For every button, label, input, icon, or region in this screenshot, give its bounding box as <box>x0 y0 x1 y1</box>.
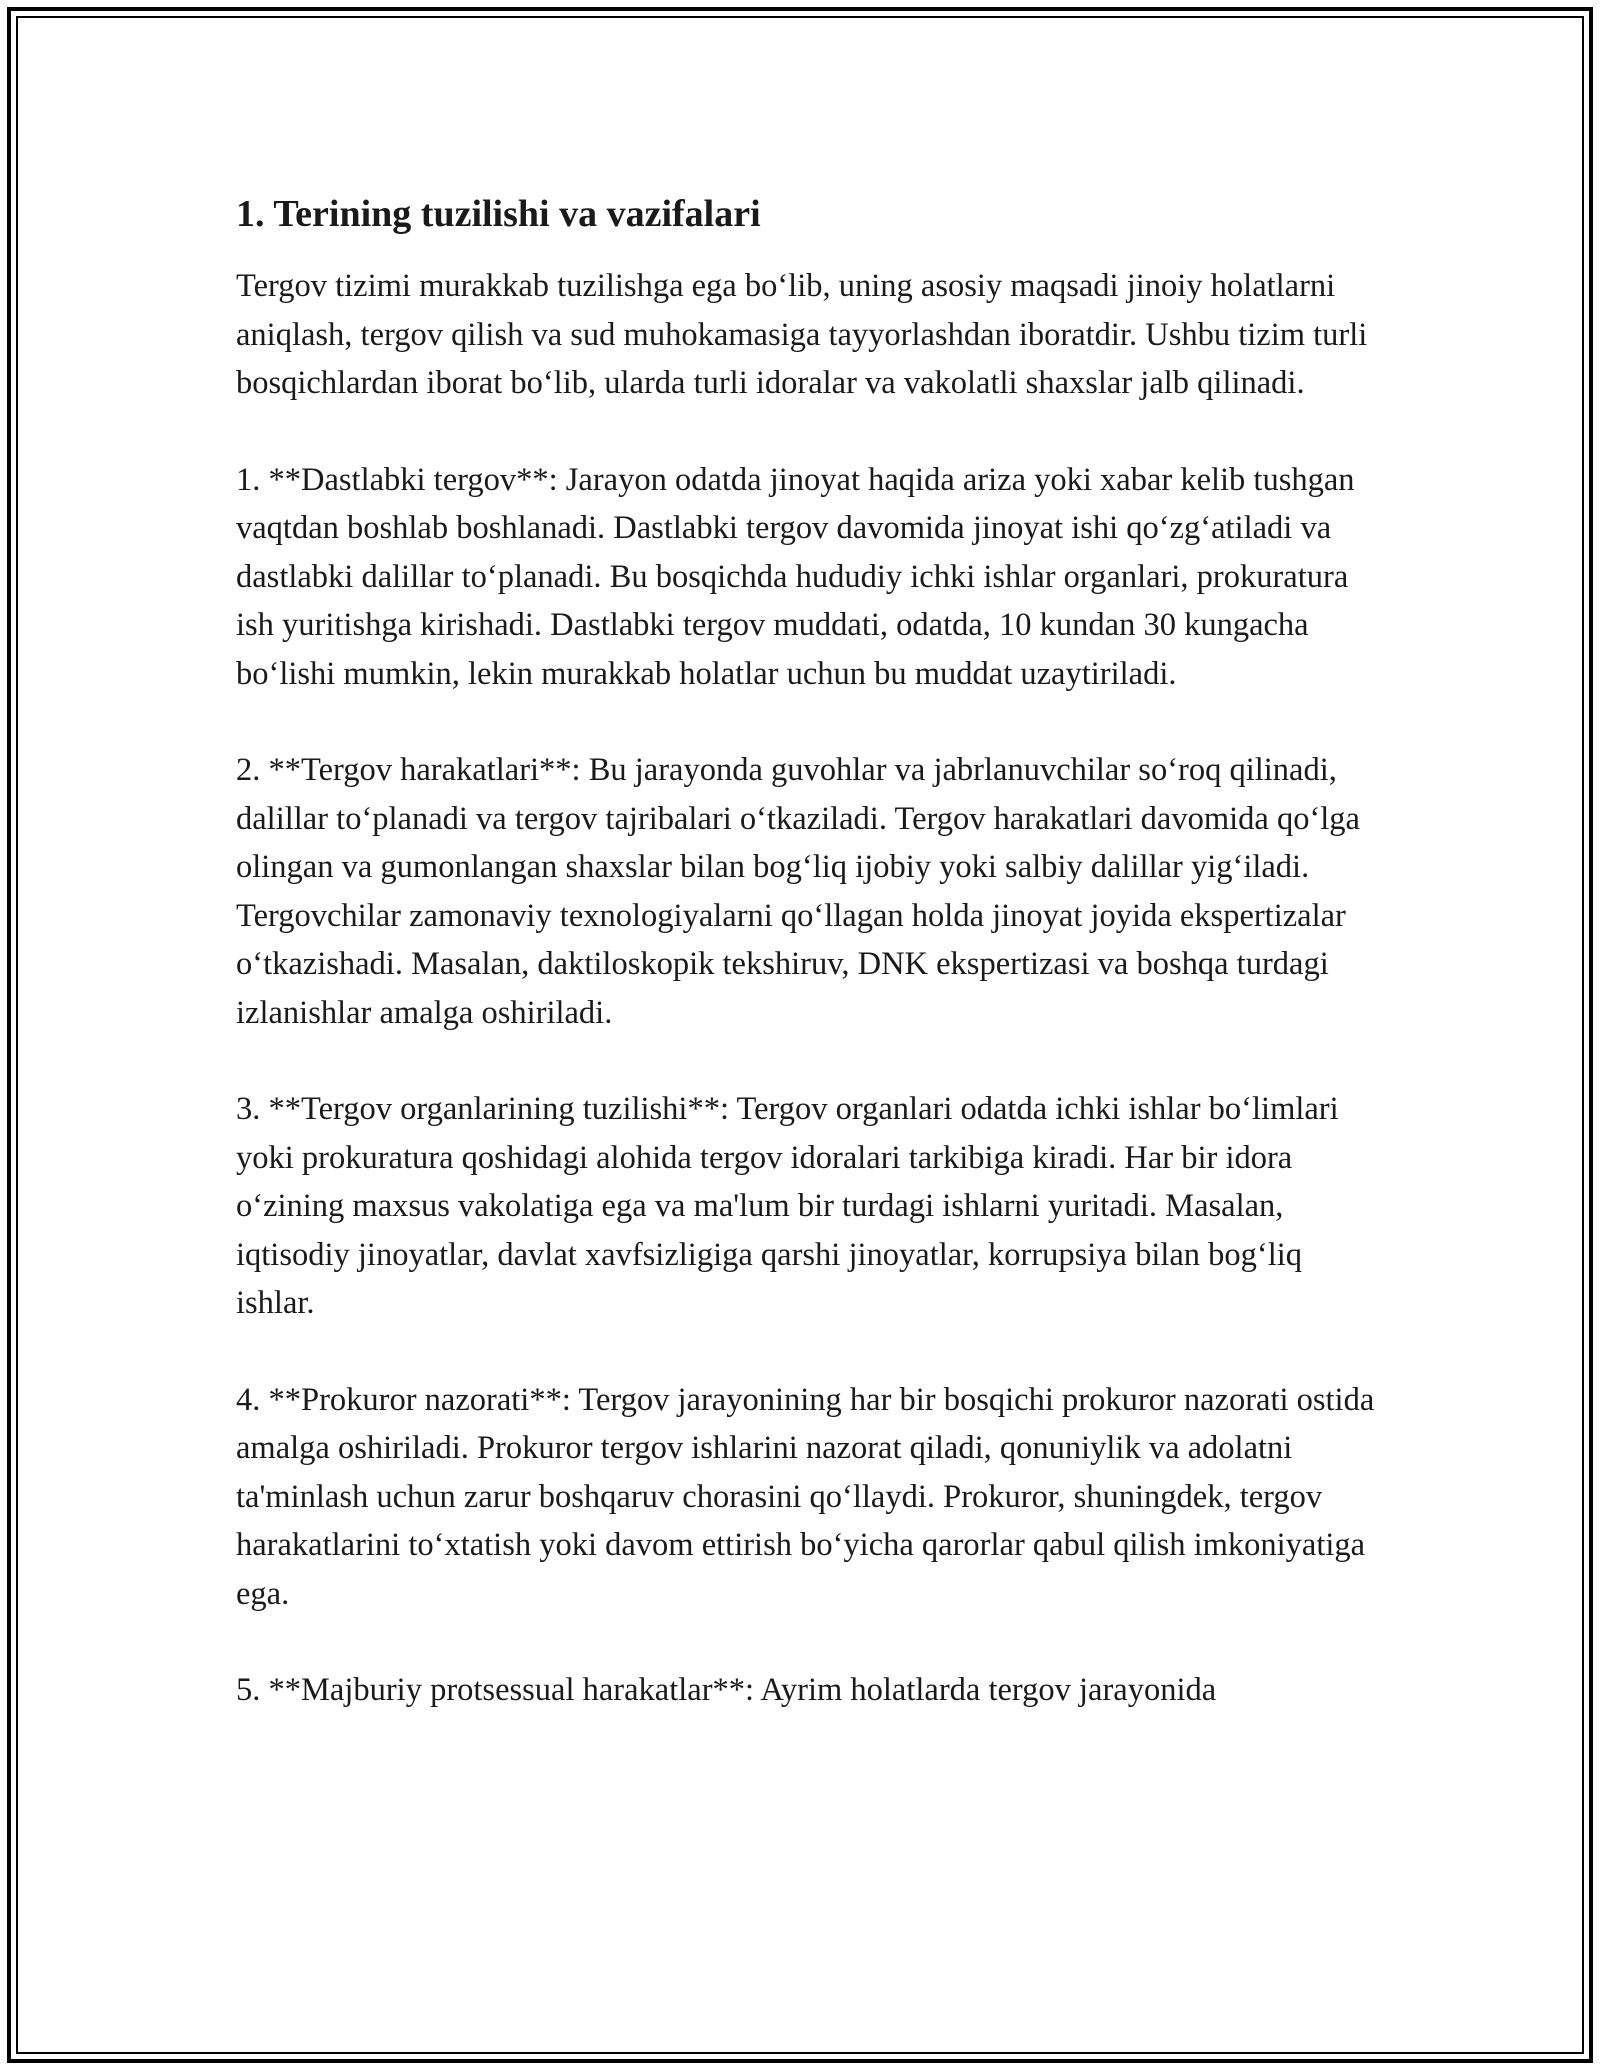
paragraph-tergov-harakatlari: 2. **Tergov harakatlari**: Bu jarayonda guvohlar va jabrlanuvchilar so‘roq qilinadi, dalillar to‘planadi va tergov tajribalari o‘tkaziladi. Tergov harakatlari davomida qo‘lga olingan va gumonlangan shaxslar bilan bog‘liq ijobiy yoki salbiy dalillar yig‘iladi. Tergovchilar zamonaviy texnologiyalarni qo‘llagan holda jinoyat joyida ekspertizalar o‘tkazishadi. Masalan, daktiloskopik tekshiruv, DNK ekspertizasi va boshqa turdagi izlanishlar amalga oshiriladi. <box>236 752 1360 1031</box>
paragraph-prokuror-nazorati: 4. **Prokuror nazorati**: Tergov jarayonining har bir bosqichi prokuror nazorati ostida amalga oshiriladi. Prokuror tergov ishlarini nazorat qiladi, qonuniylik va adolatni ta'minlash uchun zarur boshqaruv chorasini qo‘llaydi. Prokuror, shuningdek, tergov harakatlarini to‘xtatish yoki davom ettirish bo‘yicha qarorlar qabul qilish imkoniyatiga ega. <box>236 1381 1375 1612</box>
document-body <box>236 186 1386 1763</box>
paragraph-dastlabki-tergov: 1. **Dastlabki tergov**: Jarayon odatda jinoyat haqida ariza yoki xabar kelib tushgan vaqtdan boshlab boshlanadi. Dastlabki tergov davomida jinoyat ishi qo‘zg‘atiladi va dastlabki dalillar to‘planadi. Bu bosqichda hududiy ichki ishlar organlari, prokuratura ish yuritishga kirishadi. Dastlabki tergov muddati, odatda, 10 kundan 30 kungacha bo‘lishi mumkin, lekin murakkab holatlar uchun bu muddat uzaytiriladi. <box>236 461 1355 692</box>
paragraph-majburiy-harakatlar: 5. **Majburiy protsessual harakatlar**: Ayrim holatlarda tergov jarayonida <box>236 1672 1217 1708</box>
intro-paragraph: Tergov tizimi murakkab tuzilishga ega bo‘lib, uning asosiy maqsadi jinoiy holatlarni aniqlash, tergov qilish va sud muhokamasiga tayyorlashdan iboratdir. Ushbu tizim turli bosqichlardan iborat bo‘lib, ularda turli idoralar va vakolatli shaxslar jalb qilinadi. <box>236 268 1368 401</box>
paragraph-tergov-organlari: 3. **Tergov organlarining tuzilishi**: Tergov organlari odatda ichki ishlar bo‘limlari yoki prokuratura qoshidagi alohida tergov idoralari tarkibiga kiradi. Har bir idora o‘zining maxsus vakolatiga ega va ma'lum bir turdagi ishlarni yuritadi. Masalan, iqtisodiy jinoyatlar, davlat xavfsizligiga qarshi jinoyatlar, korrupsiya bilan bog‘liq ishlar. <box>236 1091 1339 1321</box>
section-heading: 1. Terining tuzilishi va vazifalari <box>236 193 761 235</box>
